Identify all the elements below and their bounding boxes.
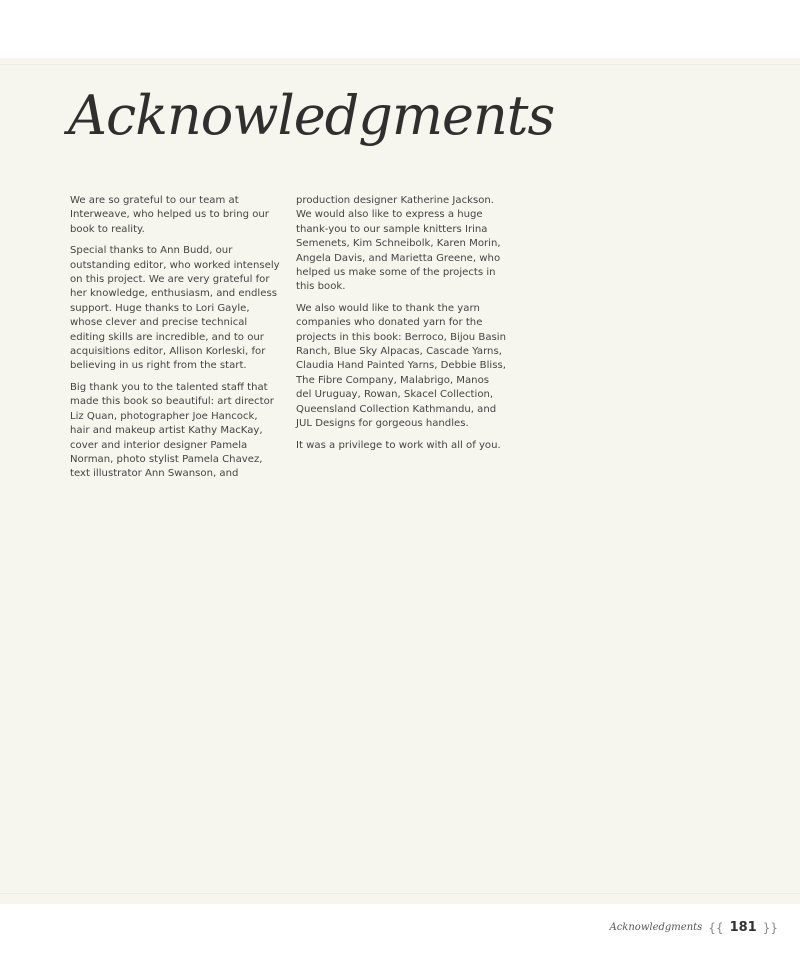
ornament-right-icon: }} <box>762 920 778 935</box>
page-number: 181 <box>729 920 757 935</box>
paragraph: We also would like to thank the yarn companies who donated yarn for the projects in this book: Berroco, Bijou Basin Ranch, Blue Sky Alpacas, Cascade Yarns, Claudia Hand Painted Yarns, Debbie Bliss, The Fibre Company, Malabrigo, Manos del Uruguay, Rowan, Skacel Collection, Queensland Collection Kathmandu, and JUL Designs for gorgeous handles. <box>296 302 506 430</box>
left-column <box>70 194 280 489</box>
paragraph: production designer Katherine Jackson. We would also like to express a huge thank-you to our sample knitters Irina Semenets, Kim Schneibolk, Karen Morin, Angela Davis, and Marietta Greene, who helped us make some of the projects in this book. <box>296 195 501 293</box>
panel-top-rule <box>0 64 800 65</box>
content-panel <box>0 58 800 904</box>
panel-bottom-rule <box>0 893 800 894</box>
running-footer-title: Acknowledgments <box>609 922 703 933</box>
ornament-left-icon: {{ <box>708 920 724 935</box>
paragraph: It was a privilege to work with all of you. <box>296 439 501 451</box>
page-footer <box>609 920 778 935</box>
paragraph: We are so grateful to our team at Interweave, who helped us to bring our book to reality. <box>70 195 269 235</box>
paragraph: Big thank you to the talented staff that made this book so beautiful: art director Liz Quan, photographer Joe Hancock, hair and makeup artist Kathy MacKay, cover and interior designer Pamela Norman, photo stylist Pamela Chavez, text illustrator Ann Swanson, and <box>70 381 274 480</box>
paragraph: Special thanks to Ann Budd, our outstanding editor, who worked intensely on this project. We are very grateful for her knowledge, enthusiasm, and endless support. Huge thanks to Lori Gayle, whose clever and precise technical editing skills are incredible, and to our acquisitions editor, Allison Korleski, for believing in us right from the start. <box>70 245 280 372</box>
page-title: Acknowledgments <box>68 84 555 147</box>
right-column <box>296 194 506 460</box>
